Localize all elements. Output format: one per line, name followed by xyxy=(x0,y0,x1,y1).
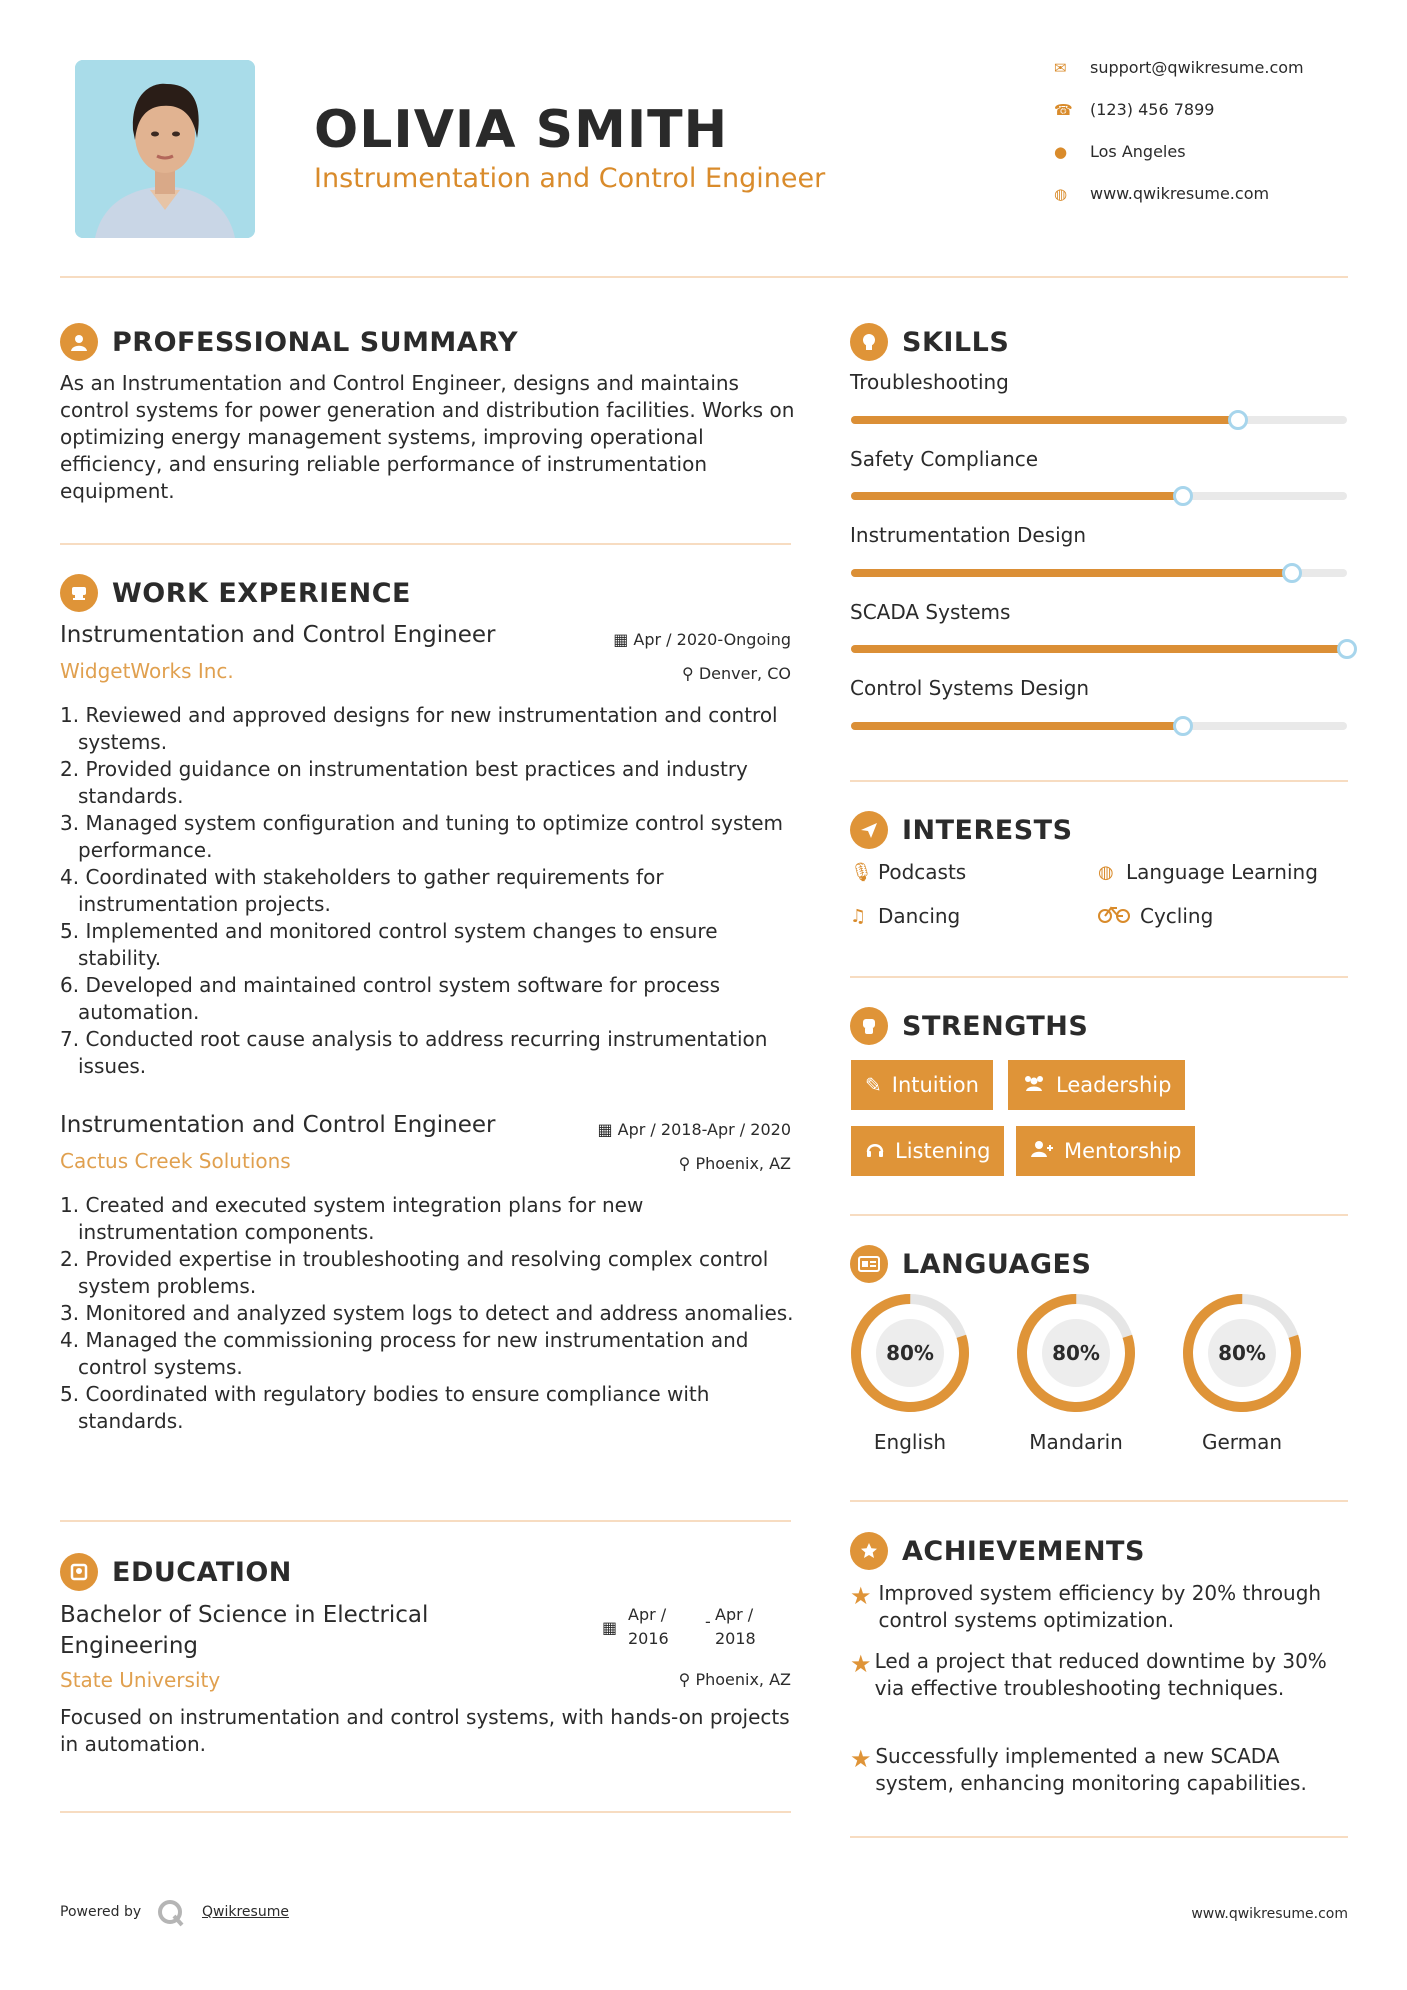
list-item: 2. Provided guidance on instrumentation best practices and industry standards. xyxy=(60,757,748,808)
contact-website[interactable] xyxy=(1054,184,1374,203)
magic-wand-icon: ✎ xyxy=(865,1073,882,1097)
experience-heading: WORK EXPERIENCE xyxy=(60,574,411,612)
briefcase-icon xyxy=(60,574,98,612)
contact-phone-text: (123) 456 7899 xyxy=(1090,100,1215,119)
achievements-heading: ACHIEVEMENTS xyxy=(850,1532,1145,1570)
language-rings xyxy=(845,1290,1345,1420)
list-item: 3. Monitored and analyzed system logs to detect and address anomalies. xyxy=(60,1301,794,1325)
music-note-icon: ♫ xyxy=(850,905,867,927)
graduation-icon xyxy=(60,1553,98,1591)
education-date-start: Apr / 2016 xyxy=(628,1605,669,1648)
paper-plane-icon xyxy=(850,811,888,849)
list-item: 3. Managed system configuration and tuning to optimize control system performance. xyxy=(60,811,784,862)
skills-heading: SKILLS xyxy=(850,323,1009,361)
bicycle-icon xyxy=(1098,905,1140,928)
contact-location-text: Los Angeles xyxy=(1090,142,1186,161)
pin-icon: ⚲ xyxy=(678,1154,696,1173)
experience-divider xyxy=(60,1520,791,1522)
list-item: 1. Reviewed and approved designs for new instrumentation and control systems. xyxy=(60,703,778,754)
summary-divider xyxy=(60,543,791,545)
user-icon xyxy=(60,323,98,361)
skill-name: SCADA Systems xyxy=(850,600,1011,624)
job-1-role: Instrumentation and Control Engineer xyxy=(60,622,496,648)
education-location: ⚲ Phoenix, AZ xyxy=(678,1670,791,1689)
list-item: 5. Coordinated with regulatory bodies to ensure compliance with standards. xyxy=(60,1382,710,1433)
skill-bar-knob xyxy=(1173,486,1193,506)
list-item: 6. Developed and maintained control system software for process automation. xyxy=(60,973,721,1024)
lightbulb-icon xyxy=(850,323,888,361)
interests-heading: INTERESTS xyxy=(850,811,1073,849)
interest-podcasts: 🎙 Podcasts xyxy=(850,860,967,884)
portrait-image xyxy=(75,60,255,238)
skill-name: Troubleshooting xyxy=(850,370,1009,394)
list-item: 7. Conducted root cause analysis to address recurring instrumentation issues. xyxy=(60,1027,768,1078)
strength-badge-leadership: Leadership xyxy=(1008,1060,1185,1110)
job-2-date: ▦ Apr / 2018-Apr / 2020 xyxy=(597,1120,791,1139)
skill-bar-fill xyxy=(851,645,1347,653)
skill-bar xyxy=(851,416,1347,424)
calendar-icon: ▦ xyxy=(602,1618,618,1637)
interest-cycling: Cycling xyxy=(1098,904,1213,928)
phone-icon: ☎ xyxy=(1054,100,1073,119)
job-2-role: Instrumentation and Control Engineer xyxy=(60,1112,496,1138)
footer-brand-link[interactable]: Qwikresume xyxy=(202,1904,289,1920)
interest-language-learning: ◍ Language Learning xyxy=(1098,860,1318,884)
ring-label: 80% xyxy=(886,1341,934,1365)
languages-heading: LANGUAGES xyxy=(850,1245,1091,1283)
pin-icon: ⚲ xyxy=(682,664,699,683)
footer-powered-by: Powered by xyxy=(60,1904,142,1920)
job-2-location: ⚲ Phoenix, AZ xyxy=(678,1154,791,1173)
language-ring-german xyxy=(1174,1290,1310,1420)
education-date-separator: - xyxy=(705,1612,711,1631)
strength-badge-mentorship: Mentorship xyxy=(1016,1126,1195,1176)
skill-name: Safety Compliance xyxy=(850,447,1039,471)
job-1-location: ⚲ Denver, CO xyxy=(682,664,791,683)
language-card-icon xyxy=(850,1245,888,1283)
skill-bar-knob xyxy=(1173,716,1193,736)
list-item: 1. Created and executed system integration plans for new instrumentation components. xyxy=(60,1193,644,1244)
skill-bar-knob xyxy=(1228,410,1248,430)
globe-icon: ◍ xyxy=(1054,184,1068,203)
job-1-bullets xyxy=(60,702,795,1080)
headphones-icon xyxy=(865,1139,885,1163)
footer-url[interactable]: www.qwikresume.com xyxy=(1191,1906,1348,1922)
candidate-title: Instrumentation and Control Engineer xyxy=(314,163,826,194)
star-badge-icon xyxy=(850,1532,888,1570)
language-name-german: German xyxy=(1201,1430,1283,1454)
calendar-icon: ▦ xyxy=(597,1120,618,1139)
list-item: 5. Implemented and monitored control system changes to ensure stability. xyxy=(60,919,718,970)
skill-bar-fill xyxy=(851,492,1183,500)
language-ring-english xyxy=(845,1290,978,1420)
strength-badge-listening: Listening xyxy=(851,1126,1004,1176)
education-date-end: Apr / 2018 xyxy=(715,1605,756,1648)
skills-divider xyxy=(850,780,1348,782)
globe-icon: ◍ xyxy=(1098,861,1114,883)
achievements-divider xyxy=(850,1836,1348,1838)
skill-bar-fill xyxy=(851,569,1292,577)
job-1-company: WidgetWorks Inc. xyxy=(60,659,234,683)
summary-heading: PROFESSIONAL SUMMARY xyxy=(60,323,518,361)
qwikresume-logo-icon xyxy=(156,1898,186,1932)
summary-text: As an Instrumentation and Control Engineer, designs and maintains control systems for power generation and distribution facilities. Works on optimizing energy management systems, improving operational efficiency, and ensuring reliable performance of instrumentation equipment. xyxy=(60,371,795,503)
skill-bar-knob xyxy=(1282,563,1302,583)
strength-badge-intuition: ✎ Intuition xyxy=(851,1060,993,1110)
star-icon: ★ xyxy=(850,1650,872,1678)
star-icon: ★ xyxy=(850,1582,872,1610)
list-item: 2. Provided expertise in troubleshooting and resolving complex control system problems. xyxy=(60,1247,769,1298)
strengths-divider xyxy=(850,1214,1348,1216)
contact-website-text: www.qwikresume.com xyxy=(1090,184,1270,203)
microphone-icon: 🎙 xyxy=(850,861,873,883)
education-school: State University xyxy=(60,1668,221,1692)
envelope-icon: ✉ xyxy=(1054,58,1067,77)
education-heading: EDUCATION xyxy=(60,1553,292,1591)
profile-photo xyxy=(75,60,255,238)
achievement-item: ★ Led a project that reduced downtime by 30% via effective troubleshooting techniques. xyxy=(850,1649,1327,1700)
skill-bar xyxy=(851,722,1347,730)
contact-email-text: support@qwikresume.com xyxy=(1090,58,1304,77)
skill-name: Control Systems Design xyxy=(850,676,1090,700)
contact-location xyxy=(1054,142,1374,161)
achievement-item: ★ Improved system efficiency by 20% through control systems optimization. xyxy=(850,1581,1322,1632)
users-icon xyxy=(1022,1073,1046,1097)
skill-bar xyxy=(851,569,1347,577)
calendar-icon: ▦ xyxy=(613,630,634,649)
contact-phone[interactable] xyxy=(1054,100,1374,119)
job-2-company: Cactus Creek Solutions xyxy=(60,1149,291,1173)
interests-divider xyxy=(850,976,1348,978)
job-2-bullets xyxy=(60,1192,795,1435)
skill-name: Instrumentation Design xyxy=(850,523,1087,547)
language-name-english: English xyxy=(873,1430,947,1454)
ring-label: 80% xyxy=(1052,1341,1100,1365)
header-divider xyxy=(60,276,1348,278)
language-name-mandarin: Mandarin xyxy=(1029,1430,1123,1454)
skill-bar-fill xyxy=(851,722,1183,730)
user-plus-icon xyxy=(1030,1139,1054,1163)
language-ring-mandarin xyxy=(1008,1290,1144,1420)
ring-label: 80% xyxy=(1218,1341,1266,1365)
star-icon: ★ xyxy=(850,1745,872,1773)
education-description: Focused on instrumentation and control systems, with hands-on projects in automation. xyxy=(60,1705,790,1756)
strengths-heading: STRENGTHS xyxy=(850,1007,1088,1045)
achievement-item: ★ Successfully implemented a new SCADA system, enhancing monitoring capabilities. xyxy=(850,1744,1307,1795)
skill-bar xyxy=(851,492,1347,500)
skill-bar xyxy=(851,645,1347,653)
languages-divider xyxy=(850,1500,1348,1502)
skill-bar-fill xyxy=(851,416,1238,424)
education-divider xyxy=(60,1811,791,1813)
list-item: 4. Managed the commissioning process for new instrumentation and control systems. xyxy=(60,1328,749,1379)
contact-email[interactable] xyxy=(1054,58,1374,77)
skill-bar-knob xyxy=(1337,639,1357,659)
list-item: 4. Coordinated with stakeholders to gather requirements for instrumentation projects. xyxy=(60,865,664,916)
education-degree: Bachelor of Science in Electrical Engineering xyxy=(60,1602,429,1659)
fist-icon xyxy=(850,1007,888,1045)
pin-icon: ⚲ xyxy=(678,1670,696,1689)
interest-dancing: ♫ Dancing xyxy=(850,904,961,928)
map-pin-icon: ● xyxy=(1054,142,1068,161)
candidate-name: OLIVIA SMITH xyxy=(314,100,729,160)
job-1-date: ▦ Apr / 2020-Ongoing xyxy=(613,630,791,649)
